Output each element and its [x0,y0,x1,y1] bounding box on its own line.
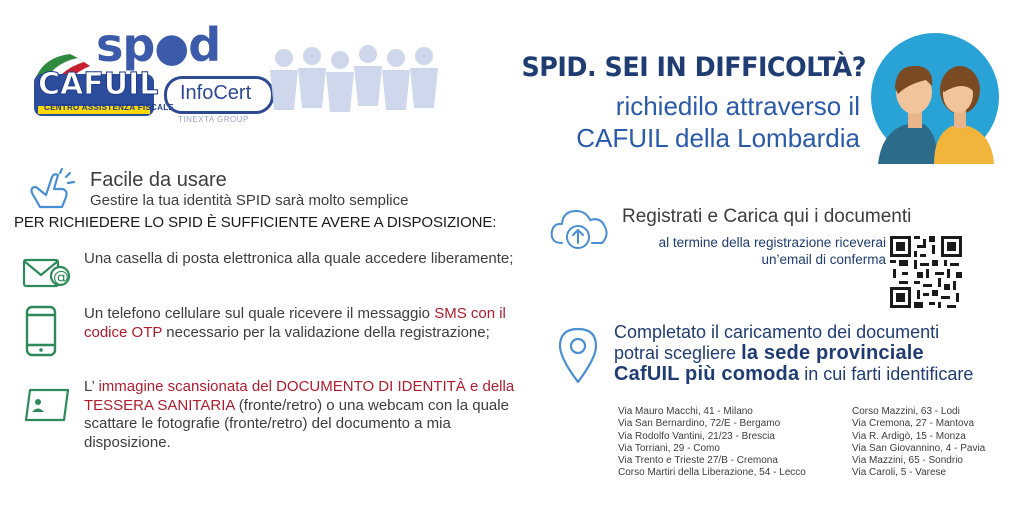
address-item: Via Rodolfo Vantini, 21/23 - Brescia [618,430,775,442]
address-item: Via Cremona, 27 - Mantova [852,418,975,430]
address-item: Via Torriani, 29 - Como [618,442,720,454]
address-item: Via Mauro Macchi, 41 - Milano [618,406,753,417]
qr-code[interactable] [890,236,962,308]
spid-logo-dot: ● [154,25,189,71]
requirement-phone [84,305,520,342]
completion-line-3-a: CafUIL più comoda [614,363,800,385]
completion-line-2-b: la sede provinciale [741,342,924,364]
spid-logo [96,18,221,72]
svg-text:@: @ [53,267,69,286]
address-item: Via San Giovannino, 4 - Pavia [852,442,986,454]
address-item: Via Caroli, 5 - Varese [852,467,947,479]
subheadline-line-1: richiedilo attraverso il [615,91,860,121]
registration-link[interactable]: Registrati e Carica qui i documenti [622,206,912,227]
email-icon [22,256,72,290]
easy-title: Facile da usare [90,169,227,191]
infocert-logo: InfoCert [180,82,252,104]
easy-description: Gestire la tua identità SPID sarà molto semplice [90,192,409,209]
completion-line-2 [614,343,1014,364]
subheadline [520,90,860,154]
address-item: Via Trento e Trieste 27/B - Cremona [618,455,778,467]
tinexta-label: TINEXTA GROUP [178,115,249,124]
requirement-doc-highlight: immagine scansionata del DOCUMENTO DI IDENTITÀ e della TESSERA SANITARIA [84,378,515,414]
avatar-icon [868,30,1002,164]
address-item: Via San Bernardino, 72/E - Bergamo [618,418,781,430]
people-chain-decoration [264,36,454,124]
touch-icon [26,167,80,211]
address-list-right [852,406,985,480]
registration-description-line-1: al termine della registrazione riceverai [658,235,886,250]
id-card-icon [22,388,72,422]
completion-line-2-a: potrai scegliere [614,343,742,363]
location-pin-icon [556,326,600,384]
registration-description-line-2: un’email di conferma [761,252,886,267]
requirement-doc-text-a: L’ [84,378,99,395]
address-item: Via Mazzini, 65 - Sondrio [852,455,963,467]
requirement-email: Una casella di posta elettronica alla quale accedere liberamente; [84,250,514,267]
requirement-phone-sms: SMS con il codice OTP [84,305,506,341]
address-list-left [618,406,806,480]
address-item: Corso Martiri della Liberazione, 54 - Lecco [618,467,806,479]
requirements-heading: PER RICHIEDERE LO SPID È SUFFICIENTE AVERE A DISPOSIZIONE: [14,214,497,231]
spid-logo-text: sp [96,18,155,72]
requirement-doc-text-b: (fronte/retro) o una webcam con la quale scattare le fotografie (fronte/retro) del documento a mia disposizione. [84,396,509,451]
cafuil-logo-text: CAFUIL [38,67,159,102]
requirement-documents [84,378,520,452]
registration-description [608,234,886,268]
address-item: Via R. Ardigò, 15 - Monza [852,430,966,442]
headline: SPID. SEI IN DIFFICOLTÀ? [521,52,866,83]
phone-icon [24,305,58,357]
completion-line-3-b: in cui farti identificare [799,364,974,384]
requirement-phone-text-b: necessario per la validazione della registrazione; [162,323,490,341]
spid-logo-tail: d [188,18,221,72]
completion-line-3 [614,364,1014,385]
subheadline-line-2: CAFUIL della Lombardia [576,123,860,153]
address-item: Corso Mazzini, 63 - Lodi [852,406,960,417]
cafuil-logo-subtitle: CENTRO ASSISTENZA FISCALE [44,103,175,112]
cloud-upload-icon[interactable] [548,203,610,253]
completion-text [614,322,1014,385]
completion-line-1: Completato il caricamento dei documenti [614,322,940,342]
requirement-phone-text-a: Un telefono cellulare sul quale ricevere il messaggio [84,305,435,322]
